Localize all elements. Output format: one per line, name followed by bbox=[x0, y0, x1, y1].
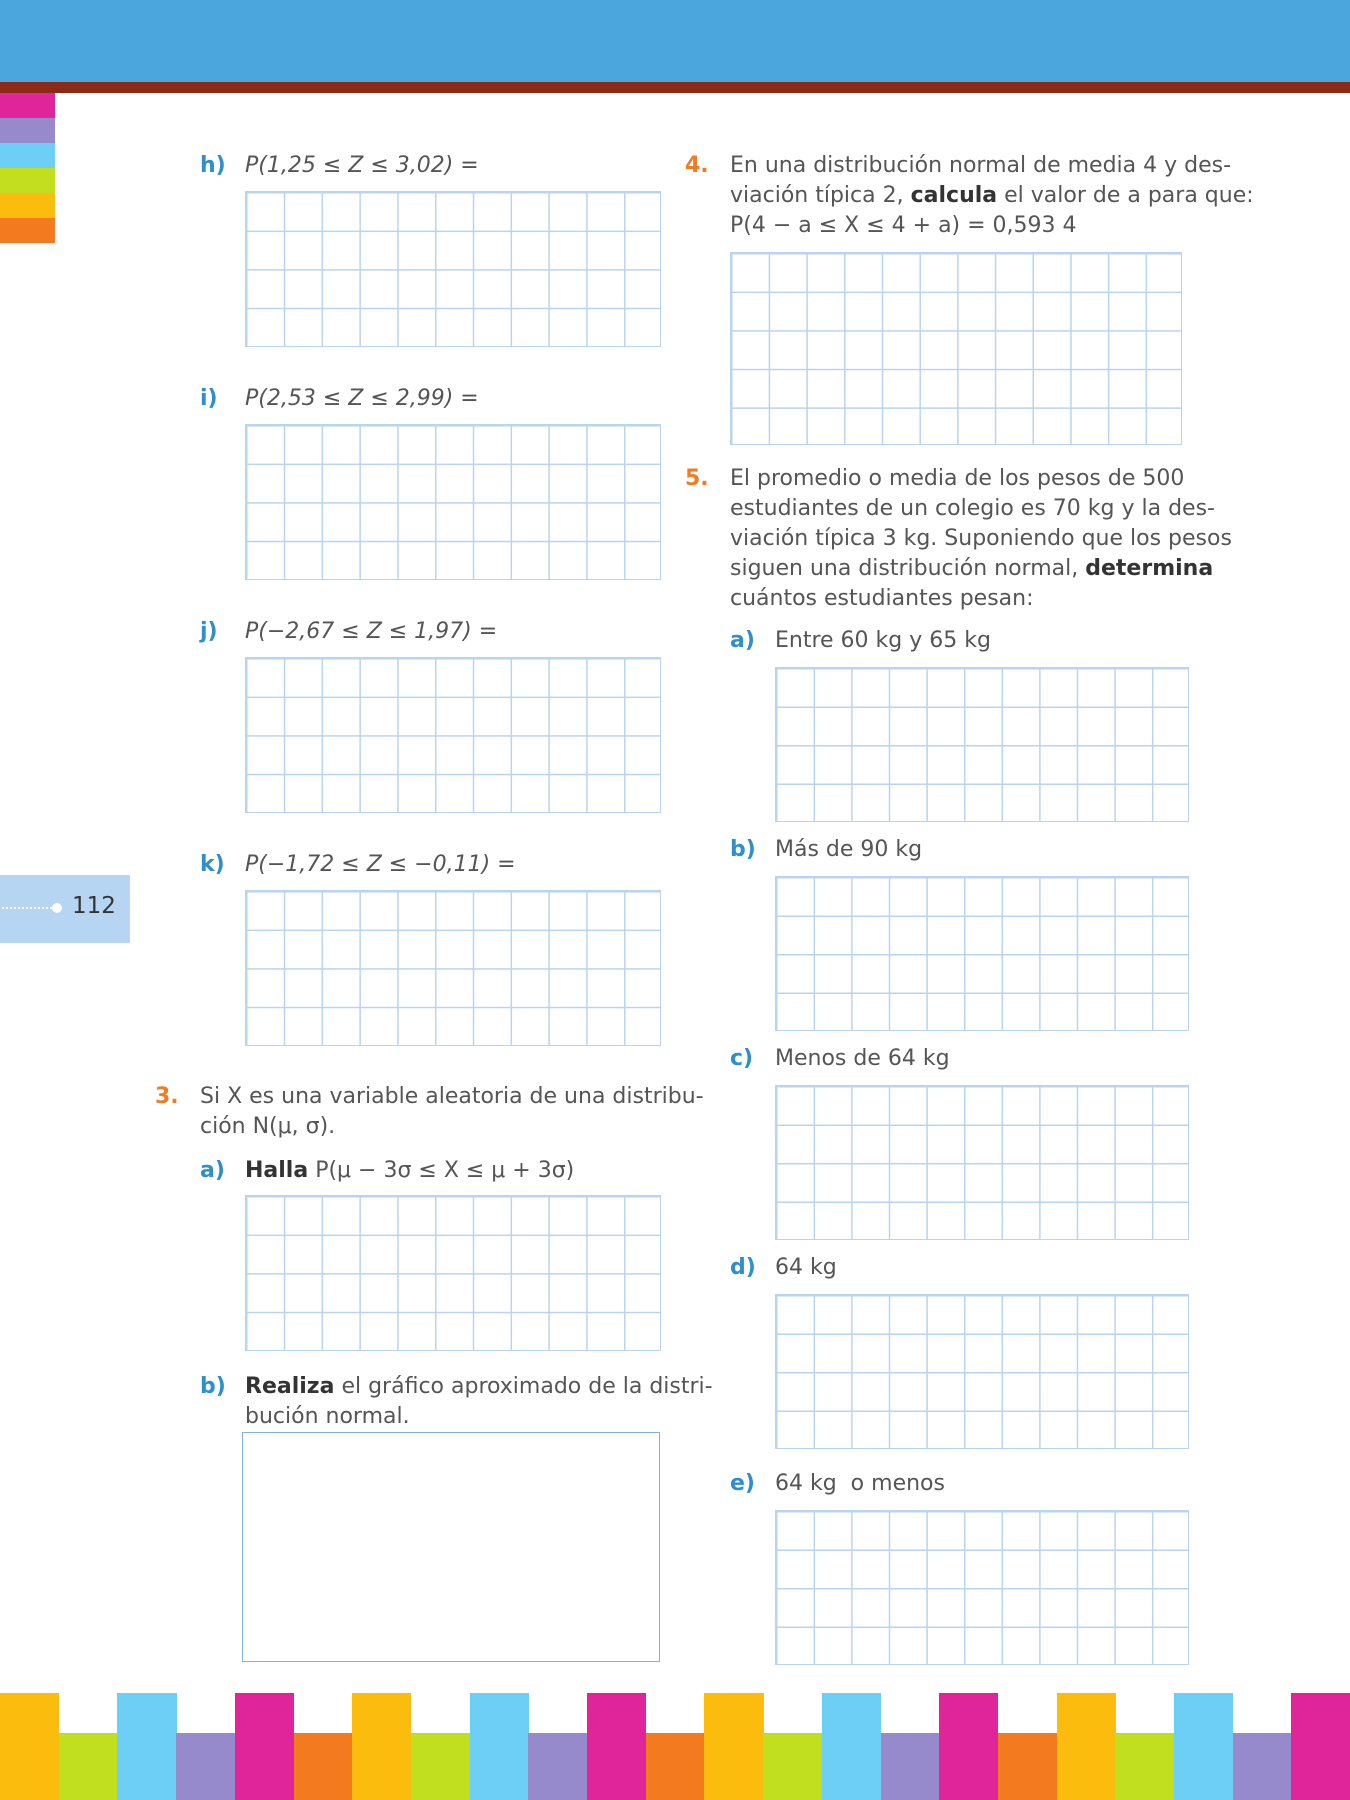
item-label: e) bbox=[730, 1471, 755, 1496]
item-label: j) bbox=[200, 619, 218, 644]
item-label: h) bbox=[200, 153, 226, 178]
question-3 bbox=[155, 1082, 704, 1142]
answer-grid-j[interactable] bbox=[245, 657, 661, 813]
side-stripe bbox=[0, 118, 55, 143]
side-stripe bbox=[0, 193, 55, 218]
exercise-h bbox=[200, 151, 479, 181]
bottom-color-bar bbox=[881, 1733, 940, 1800]
question-3a bbox=[200, 1156, 574, 1186]
side-stripe bbox=[0, 93, 55, 118]
question-text-line: Si X es una variable aleatoria de una distribu- bbox=[200, 1084, 704, 1109]
item-label: k) bbox=[200, 852, 225, 877]
item-label: a) bbox=[730, 628, 755, 653]
bottom-color-bar bbox=[646, 1733, 705, 1800]
bottom-color-bar bbox=[587, 1693, 646, 1800]
question-text-line: ción N(μ, σ). bbox=[200, 1114, 336, 1139]
question-5a bbox=[730, 626, 991, 656]
question-text-line: El promedio o media de los pesos de 500 bbox=[730, 466, 1185, 491]
answer-grid-5b[interactable] bbox=[775, 876, 1189, 1031]
question-text-line: viación típica 2, bbox=[730, 183, 904, 208]
dotted-leader bbox=[2, 907, 56, 909]
item-text: Entre 60 kg y 65 kg bbox=[775, 628, 991, 653]
exercise-j bbox=[200, 617, 497, 647]
question-number: 5. bbox=[685, 466, 709, 491]
bottom-color-bar bbox=[59, 1733, 118, 1800]
answer-grid-k[interactable] bbox=[245, 890, 661, 1046]
bottom-color-bar bbox=[1115, 1733, 1174, 1800]
bottom-color-bar bbox=[352, 1693, 411, 1800]
instruction-verb: Realiza bbox=[245, 1374, 335, 1399]
bottom-color-bar bbox=[1174, 1693, 1233, 1800]
answer-grid-5c[interactable] bbox=[775, 1085, 1189, 1240]
probability-expression: P(4 − a ≤ X ≤ 4 + a) = 0,593 4 bbox=[730, 213, 1077, 238]
bottom-decoration bbox=[0, 1693, 1350, 1800]
page-number: 112 bbox=[72, 893, 116, 919]
answer-grid-3a[interactable] bbox=[245, 1195, 661, 1351]
header-rule bbox=[0, 82, 1350, 93]
question-text-line: viación típica 3 kg. Suponiendo que los pesos bbox=[730, 526, 1232, 551]
answer-grid-i[interactable] bbox=[245, 424, 661, 580]
bottom-color-bar bbox=[235, 1693, 294, 1800]
question-5b bbox=[730, 835, 922, 865]
question-text-line: el gráfico aproximado de la distri- bbox=[341, 1374, 713, 1399]
drawing-box-3b[interactable] bbox=[242, 1432, 660, 1662]
item-label: b) bbox=[200, 1374, 226, 1399]
item-text: Más de 90 kg bbox=[775, 837, 923, 862]
question-4 bbox=[685, 151, 1254, 241]
item-label: i) bbox=[200, 386, 218, 411]
item-label: b) bbox=[730, 837, 756, 862]
bottom-color-bar bbox=[411, 1733, 470, 1800]
answer-grid-h[interactable] bbox=[245, 191, 661, 347]
question-text-line: el valor de a para que: bbox=[1004, 183, 1254, 208]
question-text-line: estudiantes de un colegio es 70 kg y la des- bbox=[730, 496, 1215, 521]
instruction-verb: determina bbox=[1085, 556, 1214, 581]
side-stripe bbox=[0, 143, 55, 168]
exercise-i bbox=[200, 384, 479, 414]
answer-grid-5e[interactable] bbox=[775, 1510, 1189, 1665]
probability-expression: P(μ − 3σ ≤ X ≤ μ + 3σ) bbox=[315, 1158, 575, 1183]
question-3b bbox=[200, 1372, 713, 1432]
bottom-color-bar bbox=[470, 1693, 529, 1800]
item-label: d) bbox=[730, 1255, 756, 1280]
bottom-color-bar bbox=[1233, 1733, 1292, 1800]
bottom-color-bar bbox=[0, 1693, 59, 1800]
item-label: a) bbox=[200, 1158, 225, 1183]
bottom-color-bar bbox=[763, 1733, 822, 1800]
instruction-verb: calcula bbox=[910, 183, 998, 208]
side-stripe bbox=[0, 168, 55, 193]
question-text-line: siguen una distribución normal, bbox=[730, 556, 1079, 581]
bottom-color-bar bbox=[1057, 1693, 1116, 1800]
bottom-color-bar bbox=[822, 1693, 881, 1800]
item-text: 64 kg bbox=[775, 1255, 837, 1280]
probability-expression: P(−2,67 ≤ Z ≤ 1,97) = bbox=[245, 619, 498, 644]
question-5c bbox=[730, 1044, 950, 1074]
bottom-color-bar bbox=[117, 1693, 176, 1800]
question-5d bbox=[730, 1253, 837, 1283]
page-number-tab bbox=[0, 875, 130, 943]
header-bar bbox=[0, 0, 1350, 82]
bottom-color-bar bbox=[528, 1733, 587, 1800]
probability-expression: P(−1,72 ≤ Z ≤ −0,11) = bbox=[245, 852, 516, 877]
answer-grid-5d[interactable] bbox=[775, 1294, 1189, 1449]
question-text-line: En una distribución normal de media 4 y des- bbox=[730, 153, 1232, 178]
bottom-color-bar bbox=[704, 1693, 763, 1800]
question-5 bbox=[685, 464, 1232, 614]
item-text: 64 kg o menos bbox=[775, 1471, 945, 1496]
answer-grid-5a[interactable] bbox=[775, 667, 1189, 822]
leader-dot bbox=[52, 903, 62, 913]
item-label: c) bbox=[730, 1046, 754, 1071]
instruction-verb: Halla bbox=[245, 1158, 309, 1183]
exercise-k bbox=[200, 850, 516, 880]
question-5e bbox=[730, 1469, 945, 1499]
probability-expression: P(1,25 ≤ Z ≤ 3,02) = bbox=[245, 153, 479, 178]
probability-expression: P(2,53 ≤ Z ≤ 2,99) = bbox=[245, 386, 479, 411]
question-text-line: cuántos estudiantes pesan: bbox=[730, 586, 1034, 611]
question-number: 4. bbox=[685, 153, 709, 178]
bottom-color-bar bbox=[939, 1693, 998, 1800]
side-stripe bbox=[0, 218, 55, 243]
bottom-color-bar bbox=[294, 1733, 353, 1800]
bottom-color-bar bbox=[1291, 1693, 1350, 1800]
question-text-line: bución normal. bbox=[245, 1404, 410, 1429]
bottom-color-bar bbox=[998, 1733, 1057, 1800]
item-text: Menos de 64 kg bbox=[775, 1046, 950, 1071]
question-number: 3. bbox=[155, 1084, 179, 1109]
answer-grid-4[interactable] bbox=[730, 252, 1182, 445]
bottom-color-bar bbox=[176, 1733, 235, 1800]
